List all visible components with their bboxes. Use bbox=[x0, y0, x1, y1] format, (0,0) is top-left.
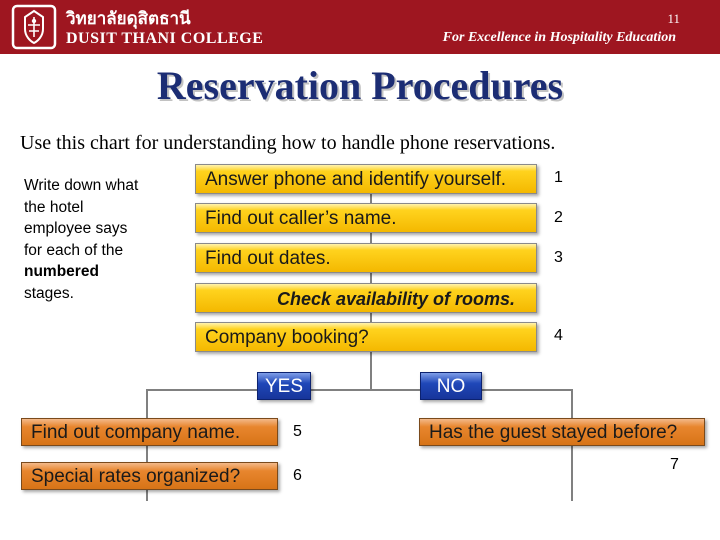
flow-step-company-name bbox=[21, 418, 278, 446]
flow-step-label: Special rates organized? bbox=[31, 466, 241, 487]
instruction-text: Write down what the hotel employee says for each of the bbox=[24, 177, 139, 259]
flow-step-label: Answer phone and identify yourself. bbox=[205, 169, 507, 190]
flow-step-label: Company booking? bbox=[205, 327, 369, 348]
flow-step-caller-name bbox=[195, 203, 537, 233]
instruction-note bbox=[24, 175, 142, 304]
step-number-5: 5 bbox=[293, 423, 302, 440]
college-name-english: DUSIT THANI COLLEGE bbox=[66, 30, 264, 47]
college-name-thai: วิทยาลัยดุสิตธานี bbox=[66, 9, 191, 29]
college-crest-icon bbox=[10, 3, 58, 51]
flow-step-label: Find out caller’s name. bbox=[205, 208, 397, 229]
page-subtitle: Use this chart for understanding how to handle phone reservations. bbox=[20, 132, 556, 154]
decision-yes-label: YES bbox=[264, 376, 304, 397]
flow-step-company-booking bbox=[195, 322, 537, 352]
step-number-3: 3 bbox=[554, 249, 563, 266]
flow-step-answer-phone bbox=[195, 164, 537, 194]
decision-no-label: NO bbox=[436, 376, 466, 397]
flow-step-label: Find out company name. bbox=[31, 422, 241, 443]
step-number-1: 1 bbox=[554, 169, 563, 186]
step-number-2: 2 bbox=[554, 209, 563, 226]
flow-step-dates bbox=[195, 243, 537, 273]
flow-step-guest-stayed-before bbox=[419, 418, 705, 446]
step-number-7: 7 bbox=[670, 456, 679, 473]
step-number-6: 6 bbox=[293, 467, 302, 484]
step-number-4: 4 bbox=[554, 327, 563, 344]
flow-step-check-availability bbox=[195, 283, 537, 313]
instruction-tail: stages. bbox=[24, 284, 74, 302]
flow-step-label: Has the guest stayed before? bbox=[429, 422, 678, 443]
flow-step-label: Find out dates. bbox=[205, 248, 331, 269]
header-band bbox=[0, 0, 720, 54]
page-title: Reservation Procedures bbox=[156, 63, 564, 108]
flow-step-label: Check availability of rooms. bbox=[276, 289, 516, 309]
connector-branch-horizontal bbox=[146, 389, 572, 391]
tagline: For Excellence in Hospitality Education bbox=[442, 30, 676, 45]
flow-step-special-rates bbox=[21, 462, 278, 490]
decision-no bbox=[420, 372, 482, 400]
slide-number: 11 bbox=[667, 11, 680, 26]
instruction-bold: numbered bbox=[24, 263, 99, 280]
decision-yes bbox=[257, 372, 311, 400]
